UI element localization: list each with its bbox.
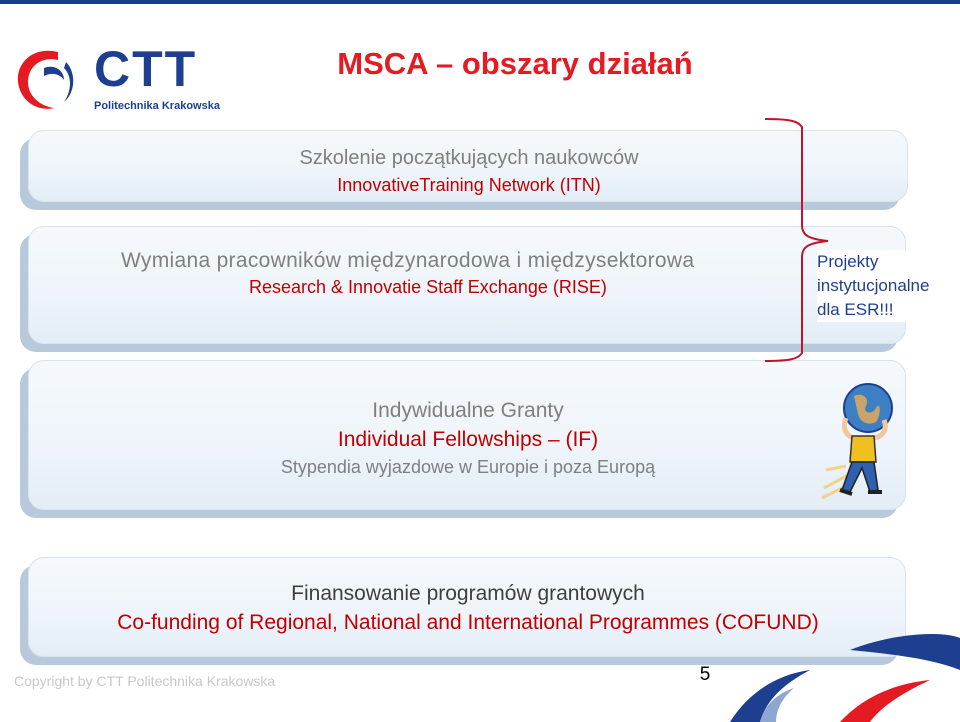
person-carrying-globe-icon [820,378,900,500]
box-cofund-title: Finansowanie programów grantowych [291,582,645,605]
side-note-line3: dla ESR!!! [817,300,894,319]
box-itn-title: Szkolenie początkujących naukowców [299,147,639,169]
box-if [28,360,906,510]
box-rise-title: Wymiana pracowników międzynarodowa i międzysektorowa [121,249,695,272]
logo-wordmark: CTT [94,41,198,97]
top-rule [0,0,960,4]
slide-title: MSCA – obszary działań [337,46,693,81]
box-cofund-subtitle: Co-funding of Regional, National and International Programmes (COFUND) [117,611,819,634]
logo-subtitle: Politechnika Krakowska [94,100,220,112]
box-if-title: Indywidualne Granty [372,399,564,422]
box-rise-subtitle: Research & Innovatie Staff Exchange (RISE) [249,277,607,297]
box-itn-subtitle: InnovativeTraining Network (ITN) [337,175,601,195]
box-if-subtitle: Individual Fellowships – (IF) [337,428,599,451]
side-note [817,250,960,322]
side-note-line2: instytucjonalne [817,276,930,295]
page-number: 5 [699,664,711,685]
copyright-text: Copyright by CTT Politechnika Krakowska [14,673,276,689]
corner-swoosh-icon [730,630,960,722]
curly-brace-icon [760,115,830,365]
side-note-line1: Projekty [817,252,879,271]
box-if-description: Stypendia wyjazdowe w Europie i poza Europą [280,457,656,477]
